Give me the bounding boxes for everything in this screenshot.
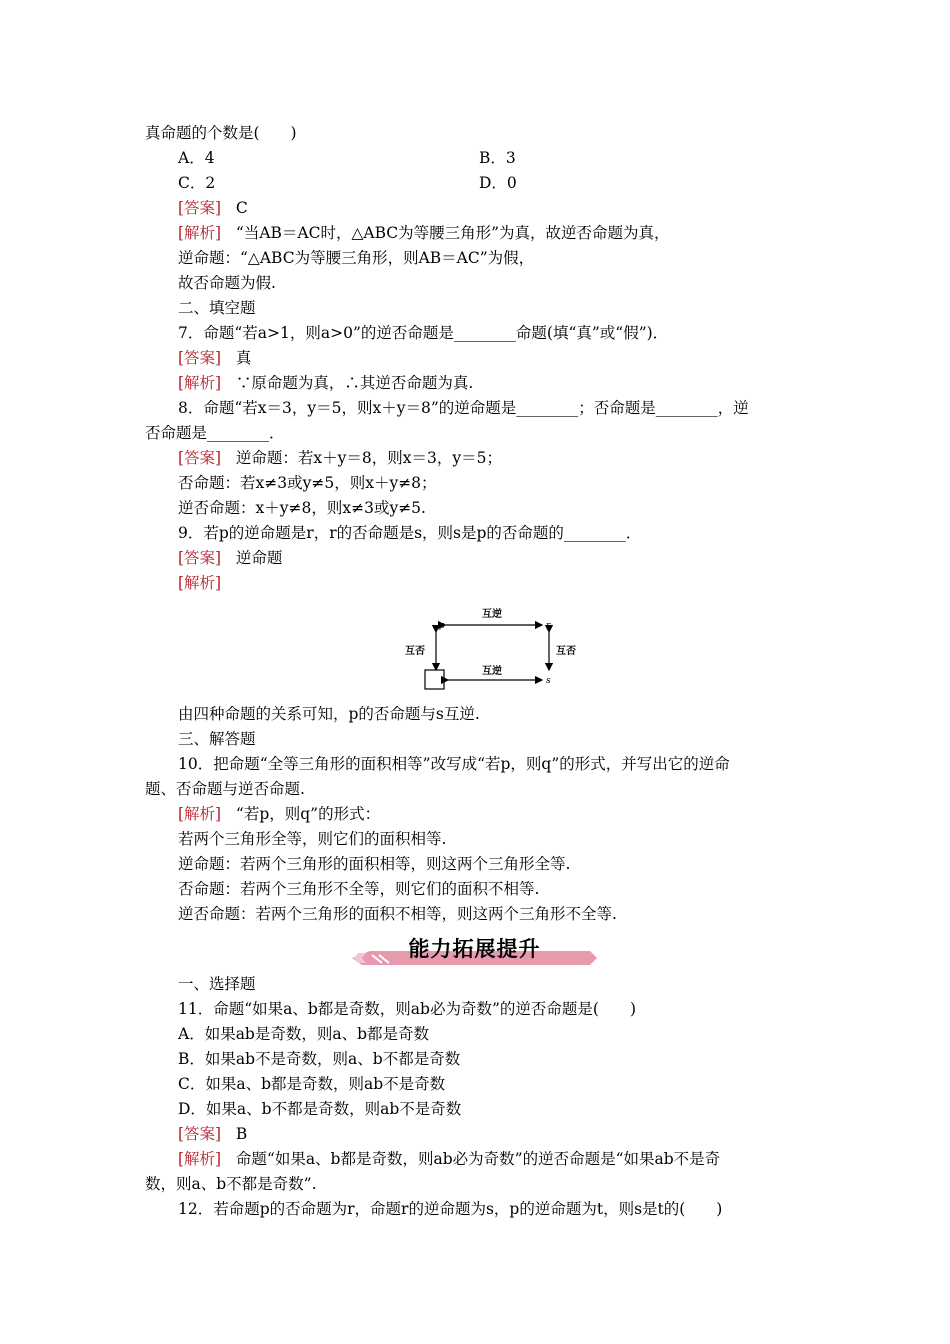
q6-analysis-line2: 逆命题：“△ABC为等腰三角形，则AB＝AC”为假，: [178, 249, 535, 267]
q10-stem-line1: 10．把命题“全等三角形的面积相等”改写成“若p，则q”的形式，并写出它的逆命: [178, 755, 730, 773]
blank-box: [425, 670, 444, 689]
answer-label: [答案]: [178, 549, 222, 567]
section-title-choice: 一、选择题: [178, 975, 256, 993]
node-r: r: [546, 621, 551, 631]
q9-answer: [178, 548, 282, 568]
q8-answer-line1: [178, 448, 502, 468]
q10-analysis-line1: [178, 804, 380, 824]
section-title-fill-in: 二、填空题: [178, 299, 256, 317]
section-banner: [352, 935, 597, 969]
analysis-text: “若p，则q”的形式：: [235, 805, 381, 823]
q6-option-b: B．3: [479, 149, 516, 167]
analysis-label: [解析]: [178, 805, 222, 823]
top-relation-label: 互逆: [482, 609, 502, 620]
q6-analysis-line3: 故否命题为假.: [178, 274, 276, 292]
answer-value: 逆命题: [235, 549, 283, 567]
q6-answer: [178, 198, 248, 218]
q6-option-c: C．2: [178, 174, 216, 192]
q12-stem: 12．若命题p的否命题为r，命题r的逆命题为s，p的逆命题为t，则s是t的( ): [178, 1200, 723, 1218]
answer-label: [答案]: [178, 199, 222, 217]
answer-value: C: [235, 199, 248, 217]
banner-title: 能力拓展提升: [408, 937, 541, 961]
analysis-text: “当AB＝AC时，△ABC为等腰三角形”为真，故逆否命题为真，: [235, 224, 670, 242]
analysis-text: 命题“如果a、b都是奇数，则ab必为奇数”的逆否命题是“如果ab不是奇: [235, 1150, 721, 1168]
q6-option-a: A．4: [178, 149, 215, 167]
q7-answer: [178, 348, 251, 368]
q10-analysis-line5: 逆否命题：若两个三角形的面积不相等，则这两个三角形不全等.: [178, 905, 617, 923]
q10-analysis-line3: 逆命题：若两个三角形的面积相等，则这两个三角形全等.: [178, 855, 571, 873]
answer-label: [答案]: [178, 1125, 222, 1143]
q11-option-c: C．如果a、b都是奇数，则ab不是奇数: [178, 1075, 446, 1093]
section-title-solution: 三、解答题: [178, 730, 256, 748]
q11-option-b: B．如果ab不是奇数，则a、b不都是奇数: [178, 1050, 461, 1068]
q8-answer-line2: 否命题：若x≠3或y≠5，则x＋y≠8；: [178, 474, 437, 492]
q10-stem-line2: 题、否命题与逆否命题.: [145, 780, 305, 798]
analysis-label: [解析]: [178, 224, 222, 242]
q9-stem: 9．若p的逆命题是r，r的否命题是s，则s是p的否命题的________．: [178, 524, 642, 542]
answer-value: 真: [235, 349, 252, 367]
left-relation-label: 互否: [405, 646, 425, 657]
q7-analysis: [178, 373, 473, 393]
q11-option-a: A．如果ab是奇数，则a、b都是奇数: [178, 1025, 430, 1043]
answer-label: [答案]: [178, 449, 222, 467]
analysis-label: [解析]: [178, 1150, 222, 1168]
q10-analysis-line2: 若两个三角形全等，则它们的面积相等.: [178, 830, 447, 848]
answer-label: [答案]: [178, 349, 222, 367]
q9-analysis-label: [解析]: [178, 574, 222, 592]
answer-value: 逆命题：若x＋y＝8，则x＝3，y＝5；: [235, 449, 502, 467]
q9-conclusion: 由四种命题的关系可知，p的否命题与s互逆.: [178, 705, 480, 723]
q11-stem: 11．命题“如果a、b都是奇数，则ab必为奇数”的逆否命题是( ): [178, 1000, 636, 1018]
analysis-label: [解析]: [178, 374, 222, 392]
q8-answer-line3: 逆否命题：x＋y≠8，则x≠3或y≠5.: [178, 499, 426, 517]
q8-stem-line2: 否命题是________．: [145, 424, 285, 442]
node-p: p: [439, 621, 445, 631]
q11-option-d: D．如果a、b不都是奇数，则ab不是奇数: [178, 1100, 462, 1118]
q6-stem-tail: 真命题的个数是( ): [145, 124, 297, 142]
q6-analysis-line1: [178, 223, 670, 243]
four-propositions-diagram: [400, 602, 590, 694]
answer-value: B: [235, 1125, 248, 1143]
node-s: s: [546, 676, 551, 686]
right-relation-label: 互否: [556, 646, 576, 657]
q7-stem: 7．命题“若a>1，则a>0”的逆否命题是________命题(填“真”或“假”)．: [178, 324, 669, 342]
q10-analysis-line4: 否命题：若两个三角形不全等，则它们的面积不相等.: [178, 880, 540, 898]
q6-option-d: D．0: [479, 174, 517, 192]
q11-answer: [178, 1124, 247, 1144]
q11-analysis-line1: [178, 1149, 720, 1169]
bottom-relation-label: 互逆: [482, 666, 502, 677]
q8-stem-line1: 8．命题“若x＝3，y＝5，则x＋y＝8”的逆命题是________；否命题是________，逆: [178, 399, 749, 417]
analysis-text: ∵原命题为真，∴其逆否命题为真.: [235, 374, 474, 392]
q11-analysis-line2: 数，则a、b不都是奇数”.: [145, 1175, 317, 1193]
